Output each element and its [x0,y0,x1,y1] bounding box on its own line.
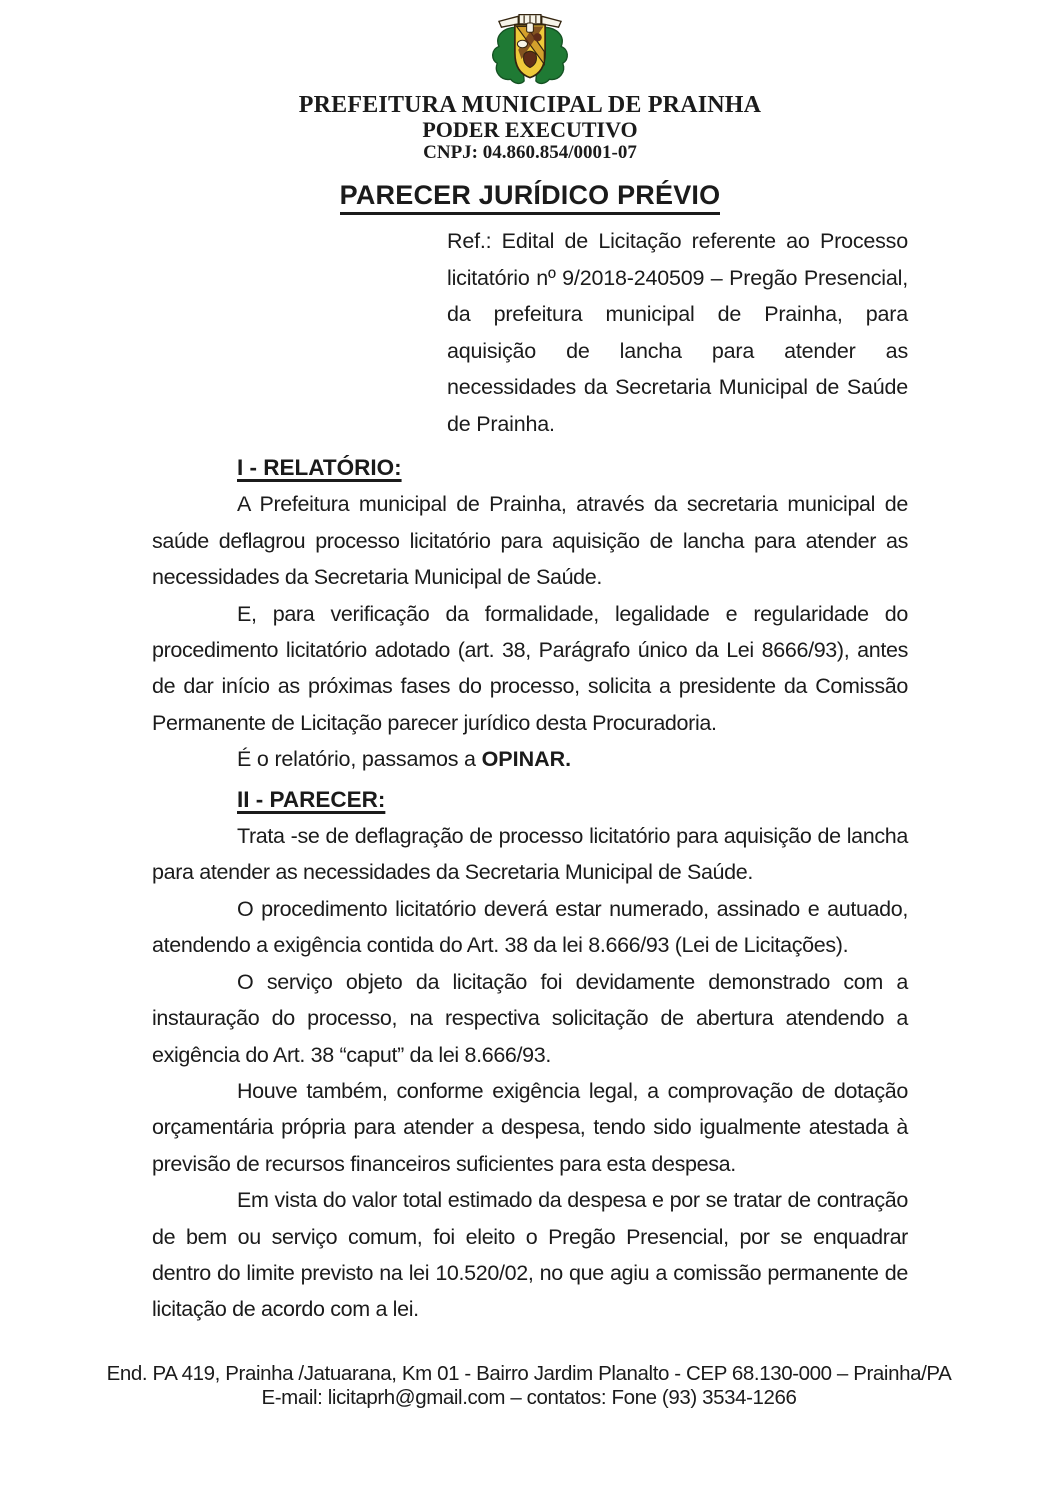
document-title: PARECER JURÍDICO PRÉVIO [152,179,908,215]
org-cnpj: CNPJ: 04.860.854/0001-07 [423,142,637,163]
paragraph: Em vista do valor total estimado da despesa e por se tratar de contração de bem ou serviço comum, foi eleito o Pregão Presencial, por se enquadrar dentro do limite previsto na lei 10.520/02, no que agiu a comissão permanente de licitação de acordo com a lei. [152,1188,908,1322]
letterhead [152,12,908,164]
footer-contact: E-mail: licitaprh@gmail.com – contatos: Fone (93) 3534-1266 [261,1385,797,1409]
relatorio-closing-line: É o relatório, passamos a OPINAR. [237,747,572,772]
section-heading-relatorio: I - RELATÓRIO: [237,455,402,480]
org-name: PREFEITURA MUNICIPAL DE PRAINHA [298,92,762,118]
paragraph: O serviço objeto da licitação foi devidamente demonstrado com a instauração do processo, na respectiva solicitação de abertura atendendo a exigência do Art. 38 “caput” da lei 8.666/93. [152,969,908,1067]
document-body [152,450,908,1328]
reference-block: Ref.: Edital de Licitação referente ao Processo licitatório nº 9/2018-240509 – Pregão Presencial, da prefeitura municipal de Prainha, para aquisição de lancha para atender as necessidades da Secretaria Municipal de Saúde de Prainha. [447,229,908,436]
footer-address: End. PA 419, Prainha /Jatuarana, Km 01 - Bairro Jardim Planalto - CEP 68.130-000 – Prainha/PA [106,1362,952,1385]
paragraph: Houve também, conforme exigência legal, a comprovação de dotação orçamentária própria para atender a despesa, tendo sido igualmente atestada à previsão de recursos financeiros suficientes para esta despesa. [152,1078,908,1176]
opinar-emphasis: OPINAR. [481,747,572,772]
section-heading-parecer: II - PARECER: [237,786,386,812]
org-branch: PODER EXECUTIVO [422,117,638,142]
paragraph: E, para verificação da formalidade, legalidade e regularidade do procedimento licitatório adotado (art. 38, Parágrafo único da Lei 8666/93), antes de dar início as próximas fases do processo, solicita a presidente da Comissão Permanente de Licitação parecer jurídico desta Procuradoria. [152,601,908,735]
paragraph: O procedimento licitatório deverá estar numerado, assinado e autuado, atendendo a exigência contida do Art. 38 da lei 8.666/93 (Lei de Licitações). [152,896,908,958]
paragraph: A Prefeitura municipal de Prainha, através da secretaria municipal de saúde deflagrou processo licitatório para aquisição de lancha para atender as necessidades da Secretaria Municipal de Saúde. [152,492,908,590]
coat-of-arms-icon [488,12,572,92]
paragraph: Trata -se de deflagração de processo licitatório para aquisição de lancha para atender as necessidades da Secretaria Municipal de Saúde. [152,824,908,885]
page-footer [0,1362,1058,1409]
